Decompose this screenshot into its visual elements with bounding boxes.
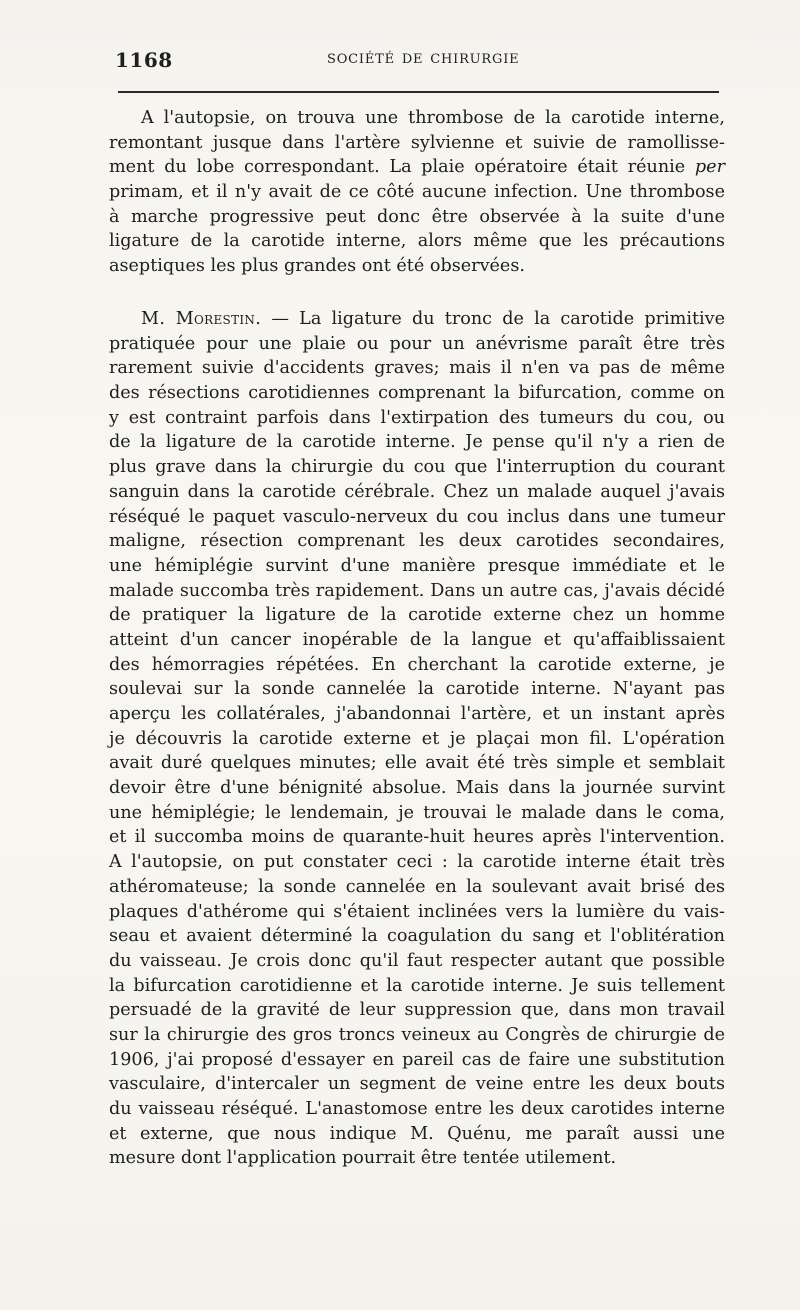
text-line: du vaisseau. Je crois donc qu'il faut respecter autant que possible (109, 950, 725, 971)
text-line: et il succomba moins de quarante-huit heures après l'intervention. (109, 827, 725, 848)
text-line: de pratiquer la ligature de la carotide externe chez un homme (109, 605, 725, 626)
text-line: malade succomba très rapidement. Dans un autre cas, j'avais décidé (109, 580, 725, 601)
text-line: rarement suivie d'accidents graves; mais il n'en va pas de même (109, 358, 725, 379)
page-number: 1168 (115, 48, 173, 72)
text-line: persuadé de la gravité de leur suppression que, dans mon travail (109, 1000, 725, 1021)
text-line: une hémiplégie survint d'une manière presque immédiate et le (109, 555, 725, 576)
text-line: vasculaire, d'intercaler un segment de veine entre les deux bouts (109, 1074, 725, 1095)
text-fragment: ment du lobe correspondant. La plaie opératoire était réunie (109, 157, 686, 178)
text-line: une hémiplégie; le lendemain, je trouvai le malade dans le coma, (109, 802, 725, 823)
text-line: devoir être d'une bénignité absolue. Mais dans la journée survint (109, 778, 725, 799)
text-line: à marche progressive peut donc être observée à la suite d'une (109, 206, 725, 227)
text-line: soulevai sur la sonde cannelée la carotide interne. N'ayant pas (109, 679, 725, 700)
text-line: je découvris la carotide externe et je plaçai mon fil. L'opération (109, 728, 725, 749)
text-line: des hémorragies répétées. En cherchant la carotide externe, je (109, 654, 725, 675)
text-line: ligature de la carotide interne, alors même que les précautions (109, 231, 725, 252)
text-line: maligne, résection comprenant les deux carotides secondaires, (109, 531, 725, 552)
text-line: plaques d'athérome qui s'étaient inclinées vers la lumière du vais- (109, 901, 725, 922)
text-line: aperçu les collatérales, j'abandonnai l'artère, et un instant après (109, 704, 725, 724)
text-line: de la ligature de la carotide interne. Je pense qu'il n'y a rien de (109, 432, 725, 453)
text-line: seau et avaient déterminé la coagulation du sang et l'oblitération (109, 926, 725, 947)
text-line: du vaisseau réséqué. L'anastomose entre les deux carotides interne (109, 1099, 725, 1119)
speaker-name: M. Morestin. (141, 309, 262, 329)
text-line (109, 155, 725, 180)
text-line: mesure dont l'application pourrait être tentée utilement. (109, 1148, 617, 1169)
text-line: pratiquée pour une plaie ou pour un anévrisme paraît être très (109, 333, 725, 354)
text-line: la bifurcation carotidienne et la carotide interne. Je suis tellement (109, 975, 725, 996)
paragraph-morestin (109, 307, 725, 1171)
text-line: plus grave dans la chirurgie du cou que l'interruption du courant (109, 457, 725, 478)
text-line: des résections carotidiennes comprenant la bifurcation, comme on (109, 383, 725, 404)
text-line: sanguin dans la carotide cérébrale. Chez un malade auquel j'avais (109, 481, 725, 502)
page-header (112, 48, 718, 78)
header-rule (118, 91, 719, 93)
text-line: sur la chirurgie des gros troncs veineux au Congrès de chirurgie de (109, 1024, 725, 1045)
text-line: 1906, j'ai proposé d'essayer en pareil cas de faire une substitution (109, 1049, 725, 1070)
text-line: A l'autopsie, on trouva une thrombose de la carotide interne, (141, 108, 725, 128)
text-line: réséqué le paquet vasculo-nerveux du cou inclus dans une tumeur (109, 506, 725, 527)
text-line: athéromateuse; la sonde cannelée en la soulevant avait brisé des (109, 876, 725, 897)
italic-per: per (694, 157, 726, 178)
text-line: aseptiques les plus grandes ont été observées. (109, 256, 525, 277)
text-line: A l'autopsie, on put constater ceci : la carotide interne était très (109, 852, 725, 873)
running-title: SOCIÉTÉ DE CHIRURGIE (327, 52, 520, 67)
text-line: avait duré quelques minutes; elle avait été très simple et semblait (109, 753, 725, 774)
text-line: remontant jusque dans l'artère sylvienne et suivie de ramollisse- (109, 132, 725, 153)
text-fragment: — La ligature du tronc de la carotide primitive (271, 309, 725, 329)
text-line: y est contraint parfois dans l'extirpation des tumeurs du cou, ou (109, 407, 725, 428)
text-line (109, 307, 725, 332)
text-line: et externe, que nous indique M. Quénu, me paraît aussi une (109, 1123, 725, 1144)
text-line: primam, et il n'y avait de ce côté aucune infection. Une thrombose (109, 182, 725, 203)
paragraph-autopsy (109, 106, 725, 279)
text-line: atteint d'un cancer inopérable de la langue et qu'affaiblissaient (109, 629, 725, 650)
